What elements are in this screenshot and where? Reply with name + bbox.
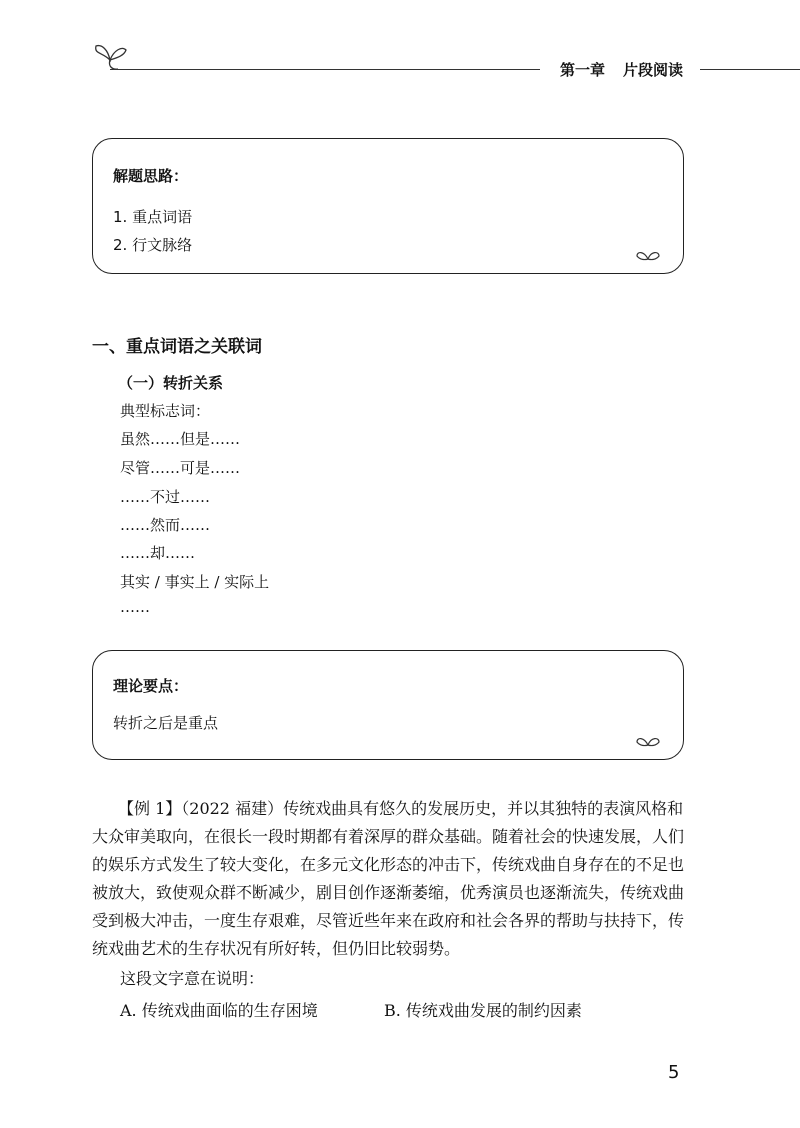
chapter-title: 片段阅读 xyxy=(623,61,684,79)
example-line: 受到极大冲击，一度生存艰难，尽管近些年来在政府和社会各界的帮助与扶持下，传 xyxy=(92,911,685,930)
box-text: 转折之后是重点 xyxy=(113,714,219,732)
option-a: A. 传统戏曲面临的生存困境 xyxy=(120,1001,318,1020)
box-item: 2. 行文脉络 xyxy=(113,236,193,254)
header-rule-left xyxy=(110,69,540,70)
sprout-icon xyxy=(92,40,128,80)
theory-key-point-box xyxy=(92,650,684,760)
keyword-line: …… xyxy=(120,598,150,616)
chapter-label: 第一章 xyxy=(560,61,606,79)
example-line: 【例 1】（2022 福建）传统戏曲具有悠久的发展历史，并以其独特的表演风格和 xyxy=(118,799,684,818)
example-line: 的娱乐方式发生了较大变化，在多元文化形态的冲击下，传统戏曲自身存在的不足也 xyxy=(92,855,685,874)
keyword-line: ……然而…… xyxy=(120,516,211,534)
section-title: 一、重点词语之关联词 xyxy=(92,337,262,357)
keyword-line: 其实 / 事实上 / 实际上 xyxy=(120,573,270,591)
example-line: 大众审美取向，在很长一段时期都有着深厚的群众基础。随着社会的快速发展，人们 xyxy=(92,827,685,846)
leaf-icon xyxy=(635,247,661,267)
example-line: 被放大，致使观众群不断减少，剧目创作逐渐萎缩，优秀演员也逐渐流失，传统戏曲 xyxy=(92,883,685,902)
subsection-title: （一）转折关系 xyxy=(118,374,224,392)
page-header xyxy=(92,40,800,80)
keyword-line: 尽管……可是…… xyxy=(120,459,241,477)
leaf-icon xyxy=(635,733,661,753)
box-title: 理论要点： xyxy=(113,677,189,695)
solution-approach-box xyxy=(92,138,684,274)
keyword-line: ……不过…… xyxy=(120,488,211,506)
header-rule-right xyxy=(700,69,800,70)
example-line: 统戏曲艺术的生存状况有所好转，但仍旧比较弱势。 xyxy=(92,939,461,958)
option-b: B. 传统戏曲发展的制约因素 xyxy=(384,1001,582,1020)
box-item: 1. 重点词语 xyxy=(113,208,193,226)
question-stem: 这段文字意在说明： xyxy=(120,969,265,988)
keyword-line: 虽然……但是…… xyxy=(120,430,241,448)
keyword-line: 典型标志词： xyxy=(120,402,211,420)
keyword-line: ……却…… xyxy=(120,544,196,562)
running-head xyxy=(560,59,683,80)
box-title: 解题思路： xyxy=(113,167,189,185)
page-number: 5 xyxy=(668,1062,680,1083)
